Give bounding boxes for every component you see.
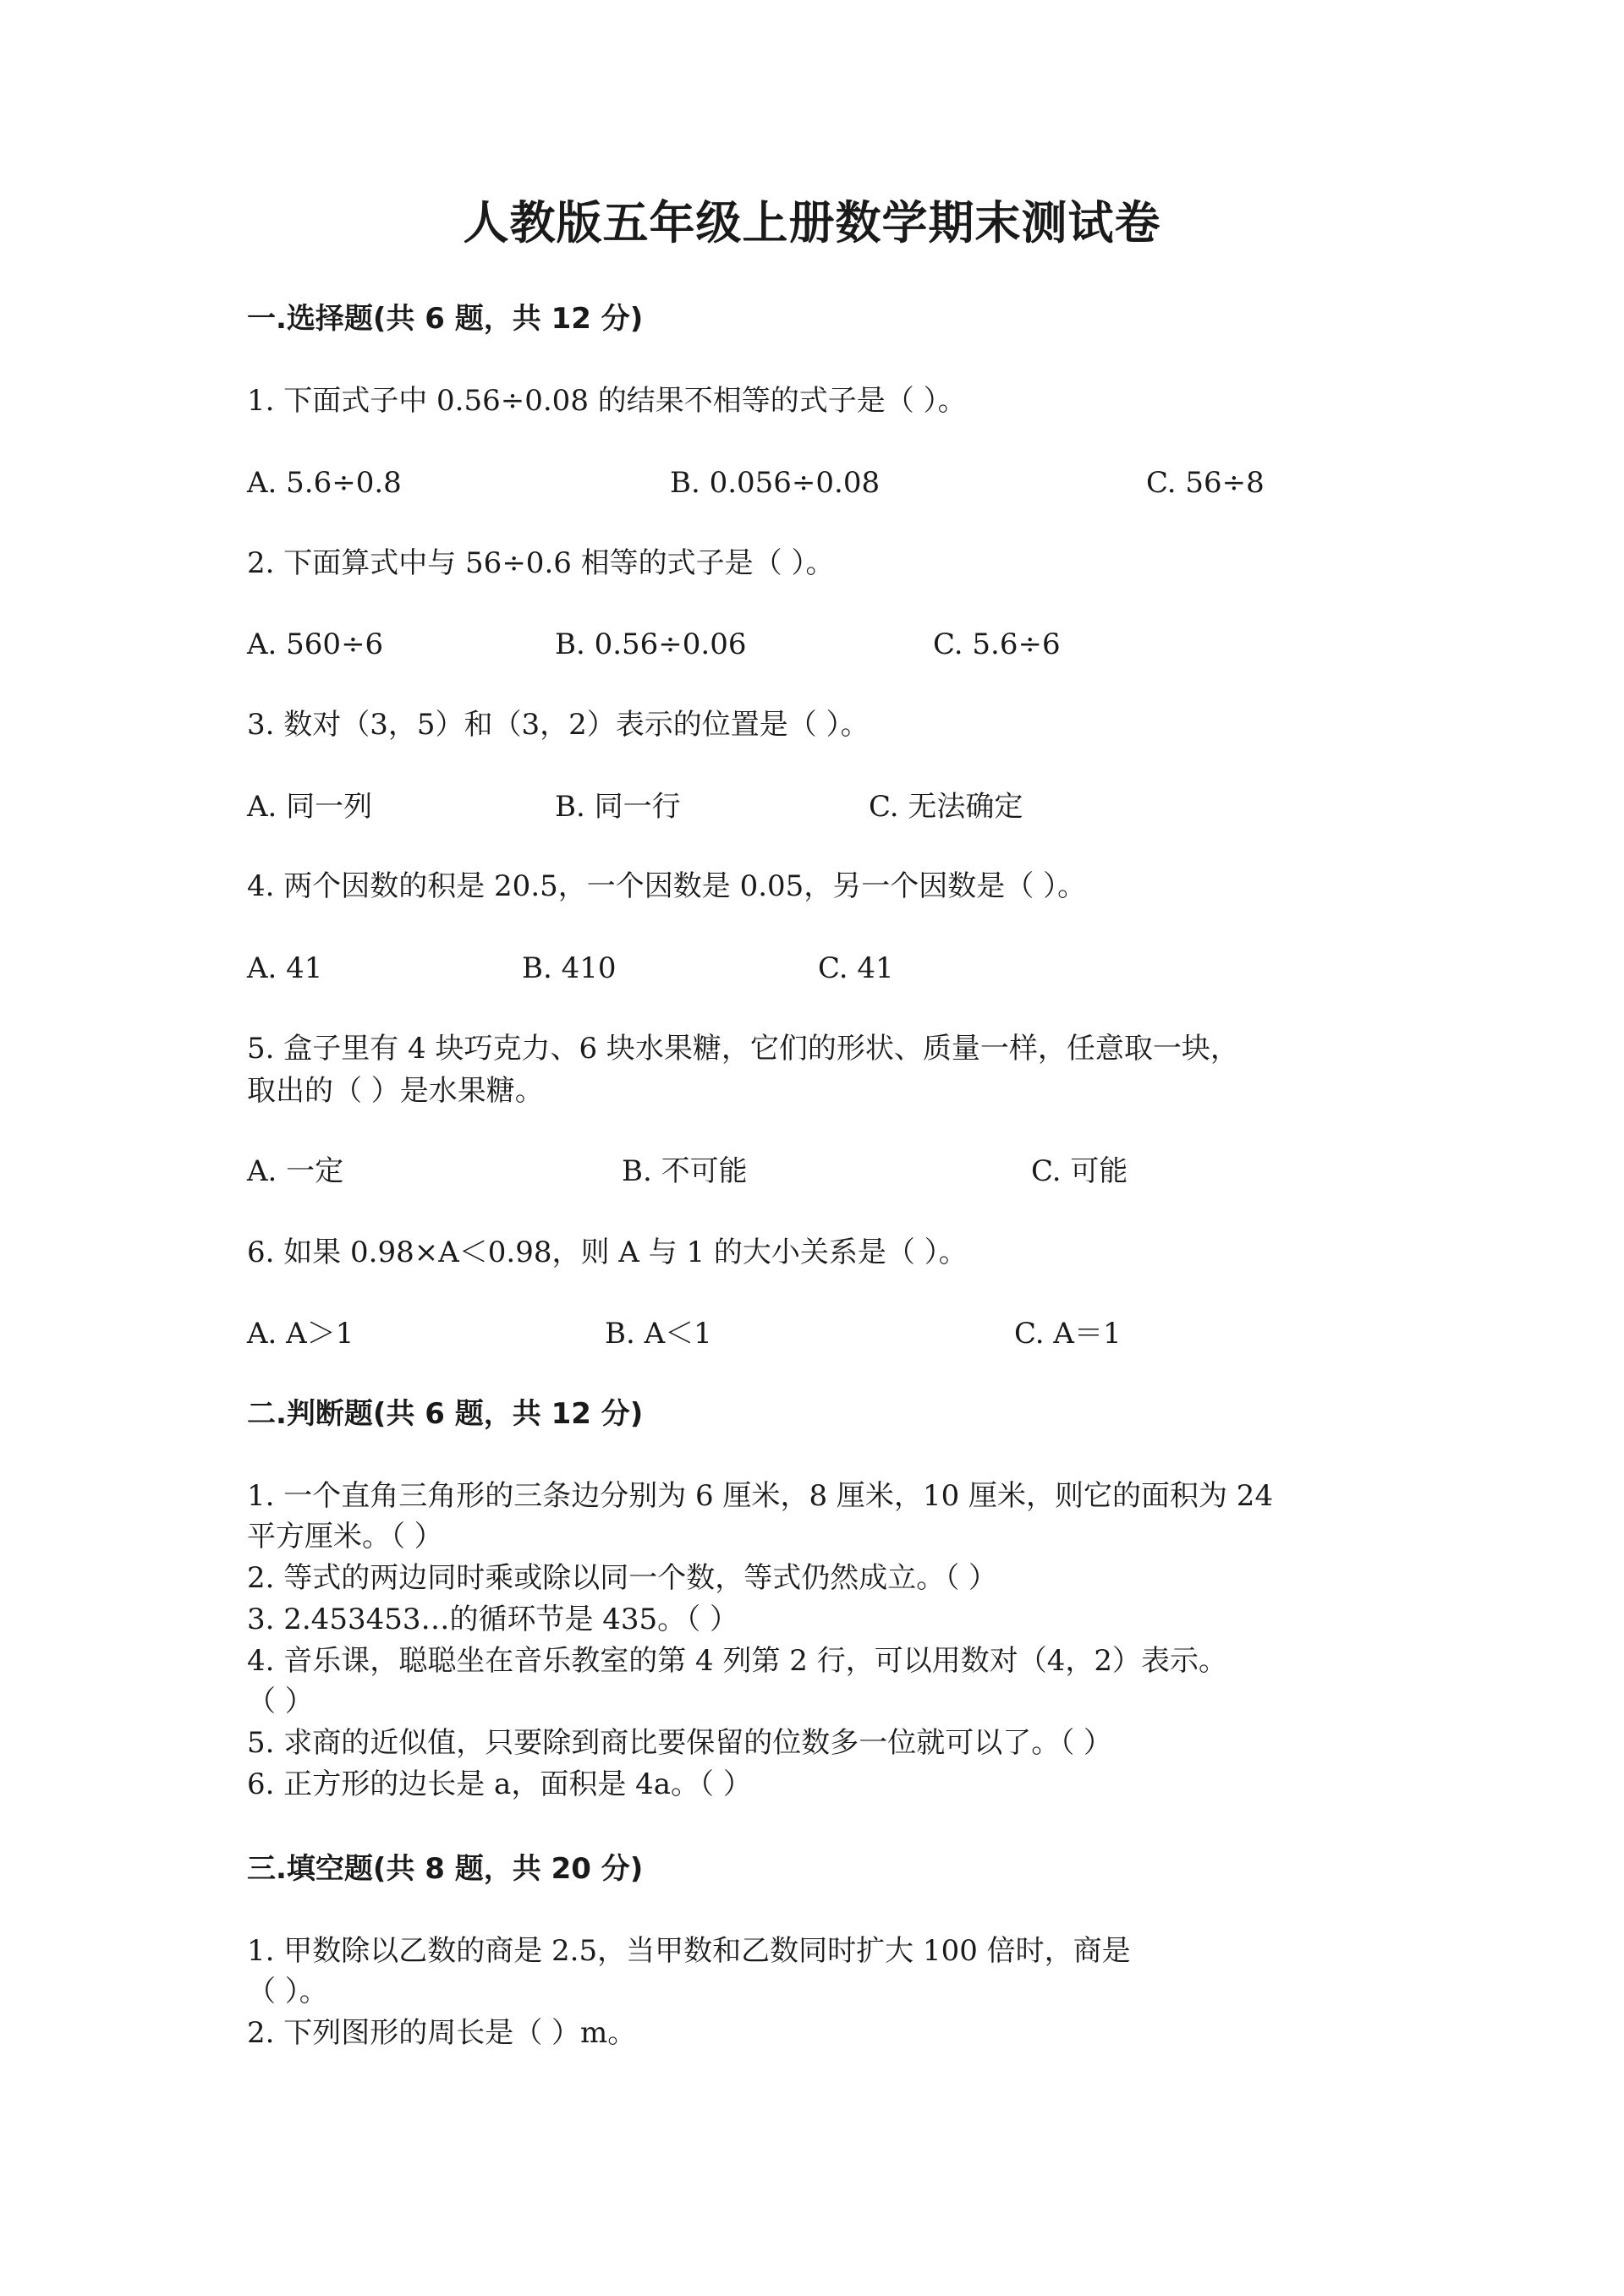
question-4-option-c: C. 41: [818, 951, 894, 985]
question-5-option-b: B. 不可能: [622, 1154, 748, 1188]
question-5-stem-line2: 取出的（ ）是水果糖。: [247, 1074, 544, 1108]
judgement-3: 3. 2.453453…的循环节是 435。（ ）: [247, 1603, 738, 1636]
question-6-stem: 6. 如果 0.98×A＜0.98，则 A 与 1 的大小关系是（ ）。: [247, 1236, 968, 1269]
question-6-option-b: B. A＜1: [605, 1317, 712, 1351]
question-4-stem: 4. 两个因数的积是 20.5，一个因数是 0.05，另一个因数是（ ）。: [247, 869, 1087, 903]
question-5-stem-line1: 5. 盒子里有 4 块巧克力、6 块水果糖，它们的形状、质量一样，任意取一块，: [247, 1032, 1239, 1066]
judgement-2: 2. 等式的两边同时乘或除以同一个数，等式仍然成立。（ ）: [247, 1561, 998, 1595]
judgement-1-line2: 平方厘米。（ ）: [247, 1520, 443, 1553]
judgement-4-line1: 4. 音乐课，聪聪坐在音乐教室的第 4 列第 2 行，可以用数对（4，2）表示。: [247, 1644, 1228, 1678]
question-4-option-a: A. 41: [247, 951, 323, 985]
question-3-option-c: C. 无法确定: [869, 790, 1023, 824]
question-3-option-a: A. 同一列: [247, 790, 373, 824]
question-1-option-c: C. 56÷8: [1146, 466, 1265, 500]
question-1-option-a: A. 5.6÷0.8: [247, 466, 402, 500]
page-title: 人教版五年级上册数学期末测试卷: [463, 195, 1161, 249]
question-5-option-c: C. 可能: [1031, 1154, 1128, 1188]
question-3-stem: 3. 数对（3，5）和（3，2）表示的位置是（ ）。: [247, 708, 870, 742]
judgement-6: 6. 正方形的边长是 a，面积是 4a。（ ）: [247, 1767, 752, 1801]
question-6-option-a: A. A＞1: [247, 1317, 354, 1351]
section-heading-judgement: 二.判断题(共 6 题，共 12 分): [247, 1397, 644, 1431]
judgement-1-line1: 1. 一个直角三角形的三条边分别为 6 厘米，8 厘米，10 厘米，则它的面积为 24: [247, 1479, 1274, 1513]
question-2-option-b: B. 0.56÷0.06: [555, 627, 747, 661]
question-2-option-c: C. 5.6÷6: [933, 627, 1061, 661]
question-1-stem: 1. 下面式子中 0.56÷0.08 的结果不相等的式子是（ ）。: [247, 384, 967, 418]
question-6-option-c: C. A＝1: [1014, 1317, 1122, 1351]
section-heading-fill-blank: 三.填空题(共 8 题，共 20 分): [247, 1852, 644, 1886]
question-1-option-b: B. 0.056÷0.08: [670, 466, 881, 500]
fill-blank-1-line1: 1. 甲数除以乙数的商是 2.5，当甲数和乙数同时扩大 100 倍时，商是: [247, 1934, 1131, 1968]
fill-blank-2: 2. 下列图形的周长是（ ）m。: [247, 2016, 637, 2050]
section-heading-choice: 一.选择题(共 6 题，共 12 分): [247, 302, 644, 336]
fill-blank-1-line2: （ ）。: [247, 1975, 328, 2008]
question-2-option-a: A. 560÷6: [247, 627, 384, 661]
judgement-5: 5. 求商的近似值，只要除到商比要保留的位数多一位就可以了。（ ）: [247, 1726, 1113, 1760]
question-2-stem: 2. 下面算式中与 56÷0.6 相等的式子是（ ）。: [247, 546, 835, 580]
question-5-option-a: A. 一定: [247, 1154, 344, 1188]
judgement-4-line2: （ ）: [247, 1685, 314, 1718]
question-4-option-b: B. 410: [522, 951, 617, 985]
question-3-option-b: B. 同一行: [555, 790, 681, 824]
